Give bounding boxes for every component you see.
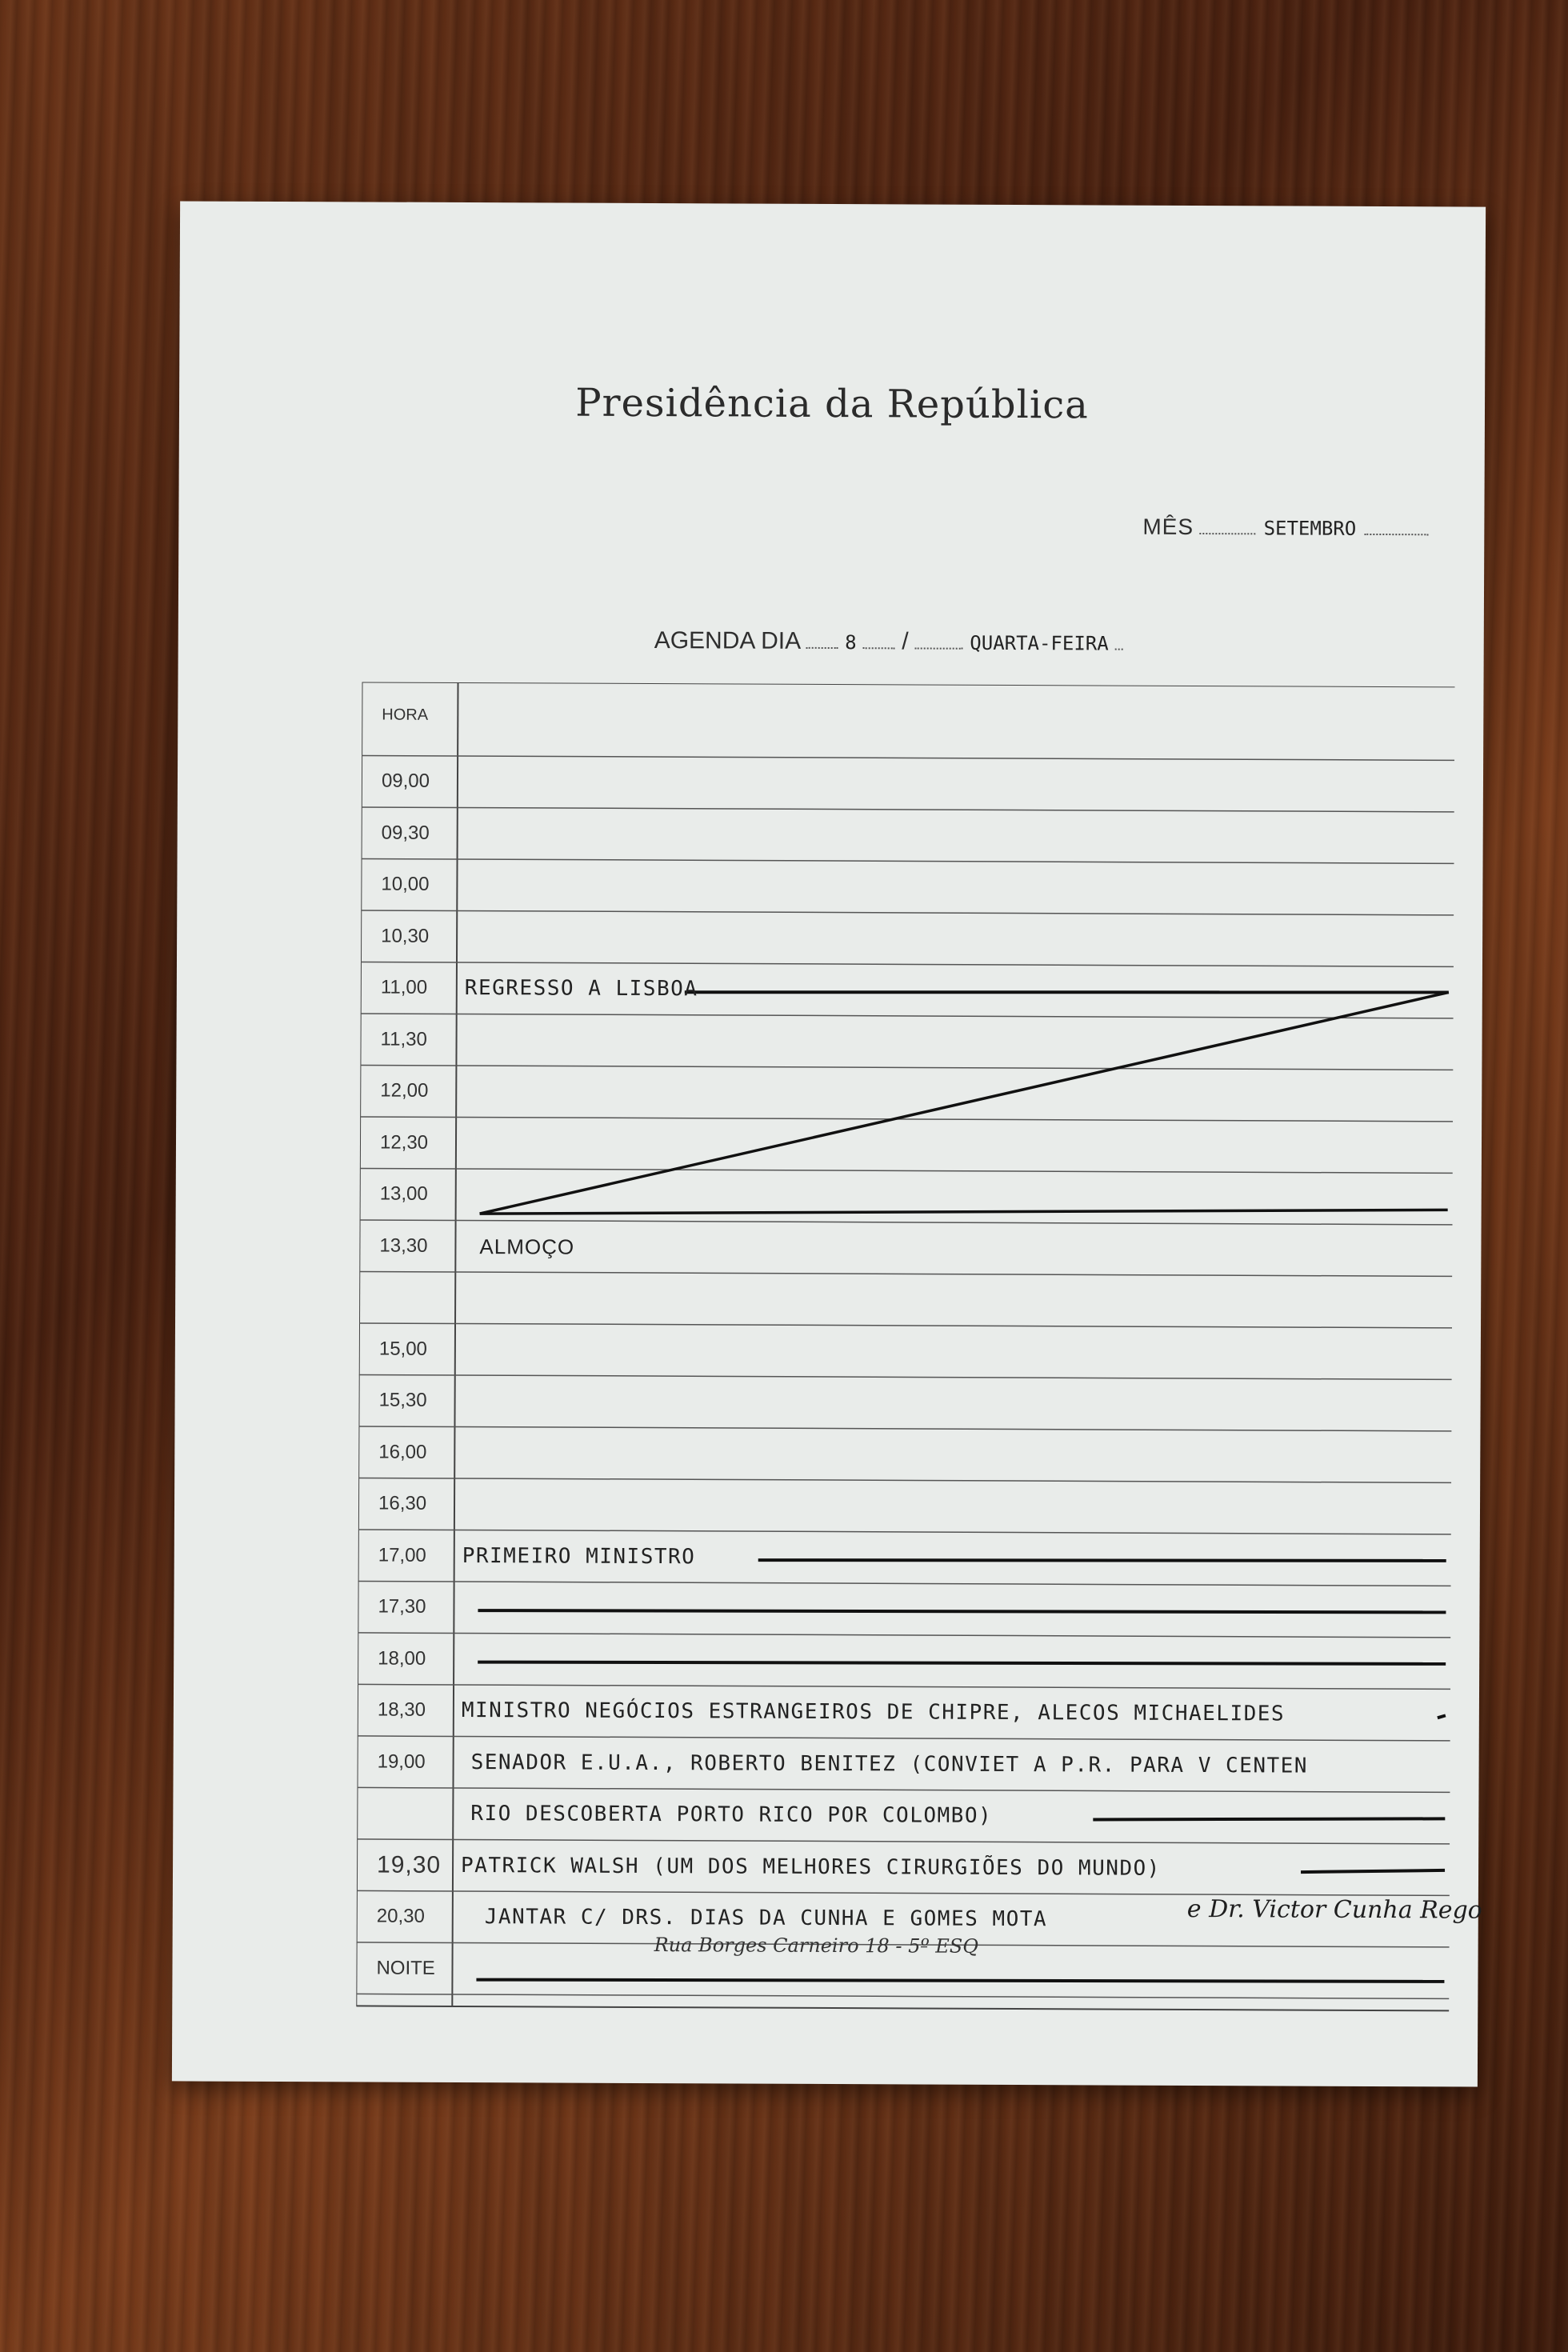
- month-field: [1142, 514, 1428, 542]
- dotted-leader: [915, 647, 963, 649]
- time-slot-label: 11,30: [380, 1028, 427, 1050]
- schedule-entry-text: PATRICK WALSH (UM DOS MELHORES CIRURGIÕES DO MUNDO): [460, 1853, 1161, 1881]
- day-separator: /: [902, 628, 909, 655]
- dotted-leader: [863, 647, 895, 649]
- handwritten-address: Rua Borges Carneiro 18 - 5º ESQ: [654, 1934, 978, 1958]
- time-slot-label: 19,00: [377, 1750, 426, 1773]
- schedule-entry-text: SENADOR E.U.A., ROBERTO BENITEZ (CONVIET A P.R. PARA V CENTEN: [470, 1750, 1309, 1778]
- time-slot-label: 17,00: [378, 1544, 426, 1566]
- schedule-entry-text: REGRESSO A LISBOA: [464, 976, 698, 1002]
- schedule-row: [358, 1374, 1451, 1430]
- schedule-entry-text: ALMOÇO: [479, 1234, 575, 1259]
- schedule-row: [360, 1065, 1453, 1121]
- weekday-value: QUARTA-FEIRA: [970, 631, 1109, 655]
- schedule-row: [357, 1839, 1450, 1895]
- schedule-entry-text: PRIMEIRO MINISTRO: [462, 1543, 696, 1569]
- dotted-leader: [1200, 533, 1256, 534]
- schedule-row: [358, 1426, 1451, 1482]
- agenda-label: AGENDA DIA: [654, 627, 800, 654]
- day-number: 8: [845, 631, 857, 654]
- month-label: MÊS: [1142, 514, 1194, 539]
- schedule-row: [357, 1787, 1450, 1843]
- schedule-entry-text: MINISTRO NEGÓCIOS ESTRANGEIROS DE CHIPRE, ALECOS MICHAELIDES: [461, 1698, 1286, 1726]
- schedule-row: [358, 1530, 1451, 1586]
- time-slot-label: 13,00: [379, 1182, 428, 1205]
- table-top-rule: [362, 682, 1455, 686]
- time-slot-label: 17,30: [378, 1595, 426, 1618]
- dotted-leader: [1115, 649, 1123, 650]
- schedule-row: [360, 1117, 1453, 1173]
- hour-column-header: HORA: [382, 706, 429, 724]
- time-slot-label: NOITE: [376, 1957, 435, 1979]
- schedule-entry-text: RIO DESCOBERTA PORTO RICO POR COLOMBO): [470, 1802, 993, 1828]
- schedule-row: [362, 807, 1454, 863]
- time-slot-label: 15,00: [378, 1338, 428, 1360]
- time-slot-label: 13,30: [379, 1234, 428, 1257]
- time-slot-label: 18,00: [378, 1647, 426, 1670]
- dotted-leader: [806, 647, 838, 649]
- time-slot-label: 16,00: [378, 1441, 427, 1463]
- time-slot-label: 09,00: [381, 770, 430, 792]
- schedule-row: [360, 1168, 1453, 1224]
- schedule-entry-text: JANTAR C/ DRS. DIAS DA CUNHA E GOMES MOTA: [484, 1905, 1048, 1932]
- time-slot-label: 19,30: [376, 1851, 442, 1878]
- schedule-row: [359, 1271, 1452, 1327]
- schedule-table: [356, 682, 1482, 2018]
- agenda-day-field: [654, 627, 1123, 657]
- time-slot-label: 09,30: [381, 822, 430, 844]
- schedule-row: [359, 1220, 1452, 1276]
- time-slot-label: 11,00: [380, 976, 428, 998]
- document-heading: Presidência da República: [575, 380, 1089, 428]
- schedule-row: [360, 1014, 1453, 1070]
- schedule-row: [359, 1323, 1452, 1379]
- month-value: SETEMBRO: [1263, 517, 1357, 540]
- schedule-row: [361, 962, 1454, 1018]
- dotted-leader: [1364, 534, 1428, 535]
- schedule-row: [358, 1684, 1450, 1740]
- time-slot-label: 10,00: [381, 873, 430, 895]
- handwritten-dinner-addition: e Dr. Victor Cunha Rego: [1186, 1894, 1482, 1925]
- time-slot-label: 12,30: [379, 1131, 429, 1154]
- table-bottom-rule: [356, 2006, 1449, 2010]
- time-slot-label: 15,30: [378, 1389, 427, 1411]
- schedule-row: [357, 1736, 1450, 1792]
- agenda-sheet: [172, 201, 1486, 2086]
- schedule-row: [358, 1633, 1450, 1689]
- schedule-row: [358, 1478, 1451, 1534]
- schedule-row: [361, 910, 1454, 966]
- schedule-row: [362, 755, 1454, 811]
- schedule-row: [361, 858, 1454, 914]
- time-slot-label: 20,30: [376, 1905, 425, 1927]
- time-slot-label: 18,30: [377, 1698, 426, 1721]
- time-slot-label: 10,30: [381, 925, 430, 947]
- schedule-row: [358, 1581, 1450, 1637]
- time-slot-label: 16,30: [378, 1492, 427, 1514]
- time-slot-label: 12,00: [380, 1079, 429, 1102]
